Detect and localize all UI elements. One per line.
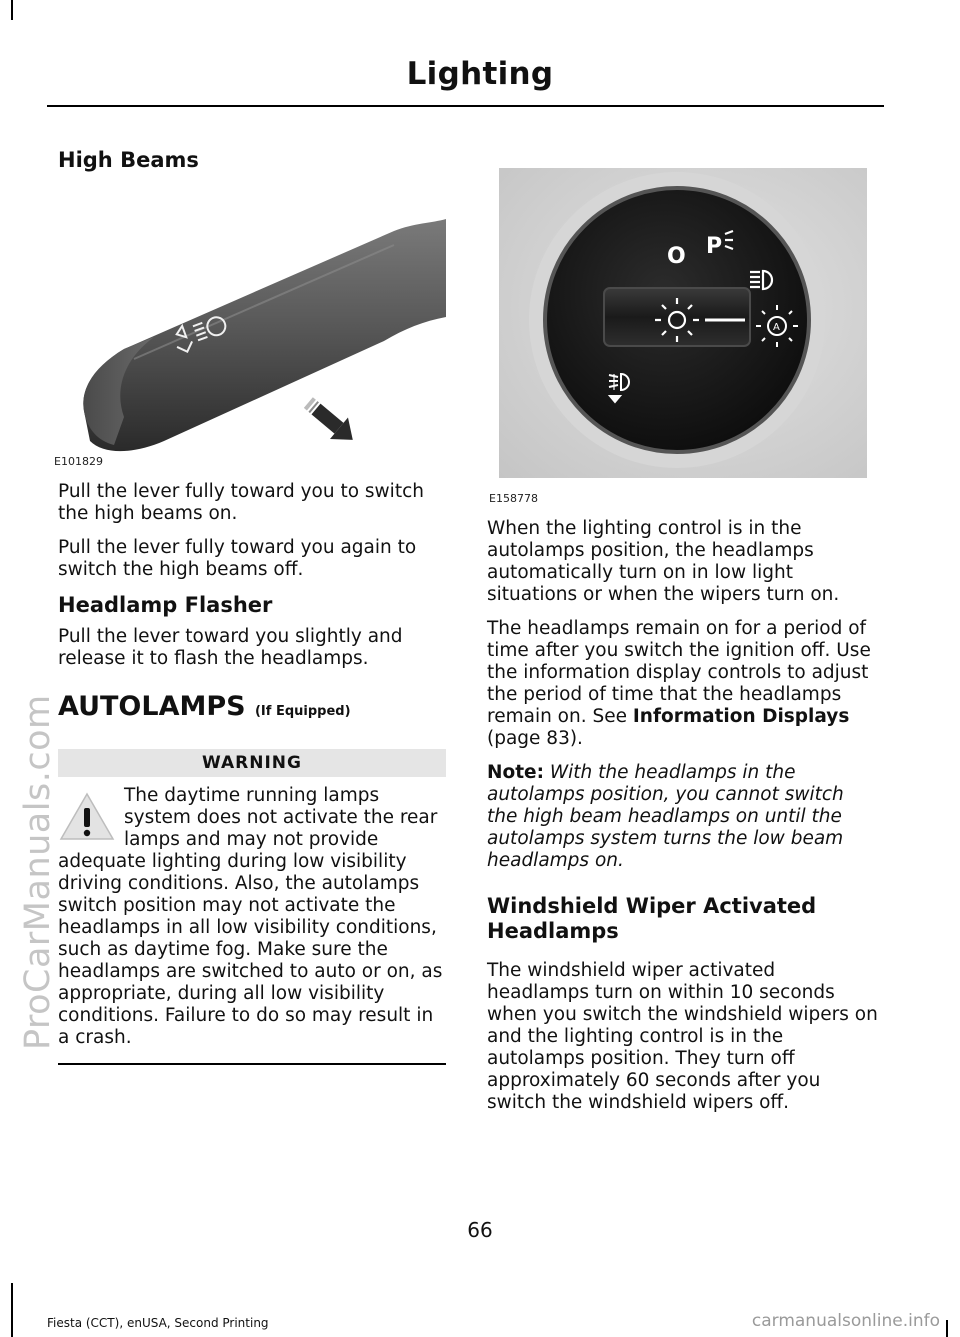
- warning-triangle-icon: [58, 791, 116, 843]
- turn-signal-stalk-image: [54, 179, 446, 469]
- warning-box: [58, 777, 446, 1065]
- edition-label: Fiesta (CCT), enUSA, Second Printing: [47, 1316, 269, 1330]
- information-displays-link[interactable]: Information Displays: [632, 706, 850, 727]
- page-title: Lighting: [406, 56, 554, 92]
- header-rule: [47, 105, 884, 107]
- dial-auto-label: A: [773, 322, 780, 333]
- headlamp-delay-body: The headlamps remain on for a period of time after you switch the ignition off. Use the information display controls to adjust the period of time that the headlamps remain on. See: [487, 618, 871, 727]
- stalk-figure: [54, 179, 446, 469]
- left-column: [54, 148, 446, 1065]
- warning-text: The daytime running lamps system does not activate the rear lamps and may not provide adequate lighting during low visibility driving conditions. Also, the autolamps switch position may not activate the headlamps in all low visibility conditions, such as daytime fog. Make sure the headlamps are switched to auto or on, as appropriate, during all low visibility conditions. Failure to do so may result in a crash.: [58, 785, 443, 1048]
- note-label: Note:: [487, 762, 544, 783]
- warning-bottom-rule: [58, 1063, 446, 1065]
- pull-arrow-icon: [299, 392, 361, 451]
- figure-code: E101829: [54, 455, 103, 468]
- lighting-control-figure: [487, 168, 879, 508]
- site-watermark: carmanualsonline.info: [751, 1311, 940, 1331]
- watermark-text: ProCarManuals.com: [18, 694, 58, 1050]
- wiper-activated-text: The windshield wiper activated headlamps turn on within 10 seconds when you switch the windshield wipers on and the lighting control is in the autolamps position. They turn off approximately 60 seconds after you switch the windshield wipers off.: [487, 960, 878, 1113]
- dial-off-label: O: [667, 244, 686, 269]
- crop-mark-bottom-left: [11, 1283, 13, 1337]
- autolamps-title: AUTOLAMPS: [58, 691, 246, 722]
- page-reference: (page 83).: [487, 728, 583, 749]
- wiper-activated-heading: Windshield Wiper Activated Headlamps: [487, 894, 817, 943]
- high-beams-off-text: Pull the lever fully toward you again to switch the high beams off.: [58, 537, 417, 580]
- note-text: With the headlamps in the autolamps position, you cannot switch the high beam headlamps on until the autolamps system turns the low beam headlamps on.: [487, 762, 844, 871]
- high-beams-on-text: Pull the lever fully toward you to switch the high beams on.: [58, 481, 424, 524]
- page-number: 66: [467, 1218, 493, 1242]
- crop-mark-top: [11, 0, 13, 20]
- dial-parking-label: P: [706, 234, 723, 259]
- headlamp-flasher-heading: Headlamp Flasher: [58, 593, 273, 617]
- figure-code: E158778: [489, 492, 538, 505]
- lighting-control-dial-image: [499, 168, 867, 478]
- flasher-text: Pull the lever toward you slightly and release it to flash the headlamps.: [58, 626, 403, 669]
- high-beams-heading: High Beams: [58, 148, 199, 172]
- autolamps-position-text: When the lighting control is in the autolamps position, the headlamps automatically turn on in low light situations or when the wipers turn on.: [487, 518, 840, 605]
- headlamp-delay-text: [487, 618, 879, 750]
- if-equipped-label: (If Equipped): [254, 704, 351, 719]
- autolamps-heading: [58, 692, 446, 727]
- note-paragraph: [487, 762, 879, 872]
- right-column: [487, 168, 879, 1126]
- crop-mark-bottom-right: [946, 1320, 948, 1337]
- warning-label: WARNING: [58, 749, 446, 777]
